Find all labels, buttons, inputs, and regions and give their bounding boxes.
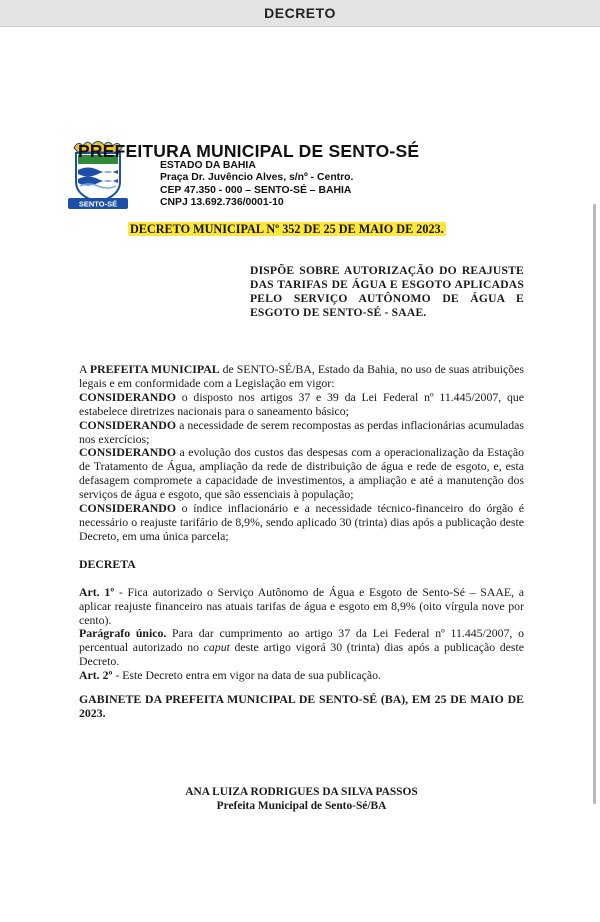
org-state: ESTADO DA BAHIA — [160, 160, 256, 171]
scrollbar[interactable] — [593, 204, 596, 804]
preamble-intro: A PREFEITA MUNICIPAL de SENTO-SÉ/BA, Estado da Bahia, no uso de suas atribuições legais e em conformidade com a Legislação em vigor: — [79, 362, 524, 390]
paragrafo-unico: Parágrafo único. Para dar cumprimento ao artigo 37 da Lei Federal nº 11.445/2007, o percentual autorizado no caput deste artigo vigorá 30 (trinta) dias após a publicação deste Decreto. — [79, 626, 525, 669]
decreta-heading: DECRETA — [79, 556, 136, 571]
signature-block — [79, 786, 524, 814]
considerando-4: CONSIDERANDO o índice inflacionário e a necessidade técnico-financeiro do órgão é necessário o reajuste tarifário de 8,9%, sendo aplicado 30 (trinta) dias após a publicação deste Decreto, em uma única parcela; — [79, 501, 524, 543]
considerando-3: CONSIDERANDO a evolução dos custos das despesas com a operacionalização da Estação de Tratamento de Água, ampliação da rede de distribuição de água e rede de esgoto, e, esta defasagem compromete a capacidade de investimentos, a ampliação e até a manutenção dos serviços de água e esgoto, que são essenciais à população; — [79, 445, 524, 502]
top-bar-title: DECRETO — [264, 5, 336, 21]
signatory-name: ANA LUIZA RODRIGUES DA SILVA PASSOS — [185, 786, 418, 798]
letterhead — [66, 138, 536, 214]
ementa: DISPÕE SOBRE AUTORIZAÇÃO DO REAJUSTE DAS TARIFAS DE ÁGUA E ESGOTO APLICADAS PELO SERVIÇO AUTÔNOMO DE ÁGUA E ESGOTO DE SENTO-SÉ - SAAE. — [250, 264, 524, 319]
org-cnpj: CNPJ 13.692.736/0001-10 — [160, 196, 284, 208]
article-2: Art. 2º - Este Decreto entra em vigor na data de sua publicação. — [79, 668, 381, 683]
org-name: PREFEITURA MUNICIPAL DE SENTO-SÉ — [78, 141, 420, 161]
signatory-role: Prefeita Municipal de Sento-Sé/BA — [216, 799, 387, 812]
top-bar — [0, 0, 600, 27]
org-address: Praça Dr. Juvêncio Alves, s/nº - Centro. — [160, 172, 354, 184]
org-cep: CEP 47.350 - 000 – SENTO-SÉ – BAHIA — [160, 184, 352, 196]
org-details — [160, 160, 353, 209]
closing-statement: GABINETE DA PREFEITA MUNICIPAL DE SENTO-SÉ (BA), EM 25 DE MAIO DE 2023. — [79, 692, 524, 720]
decree-title: DECRETO MUNICIPAL Nº 352 DE 25 DE MAIO DE 2023. — [130, 222, 444, 236]
decree-body — [79, 363, 524, 721]
article-1: Art. 1º - Fica autorizado o Serviço Autônomo de Água e Esgoto de Sento-Sé – SAAE, a aplicar reajuste financeiro nas atuais tarifas de água e esgoto em 8,9% (oito vírgula nove por cento). — [79, 584, 525, 627]
considerando-1: CONSIDERANDO o disposto nos artigos 37 e 39 da Lei Federal nº 11.445/2007, que estabelece diretrizes nacionais para o saneamento básico; — [79, 389, 524, 418]
considerando-2: CONSIDERANDO a necessidade de serem recompostas as perdas inflacionárias acumuladas nos exercícios; — [79, 417, 524, 446]
crest-label: SENTO-SÉ — [78, 199, 118, 209]
